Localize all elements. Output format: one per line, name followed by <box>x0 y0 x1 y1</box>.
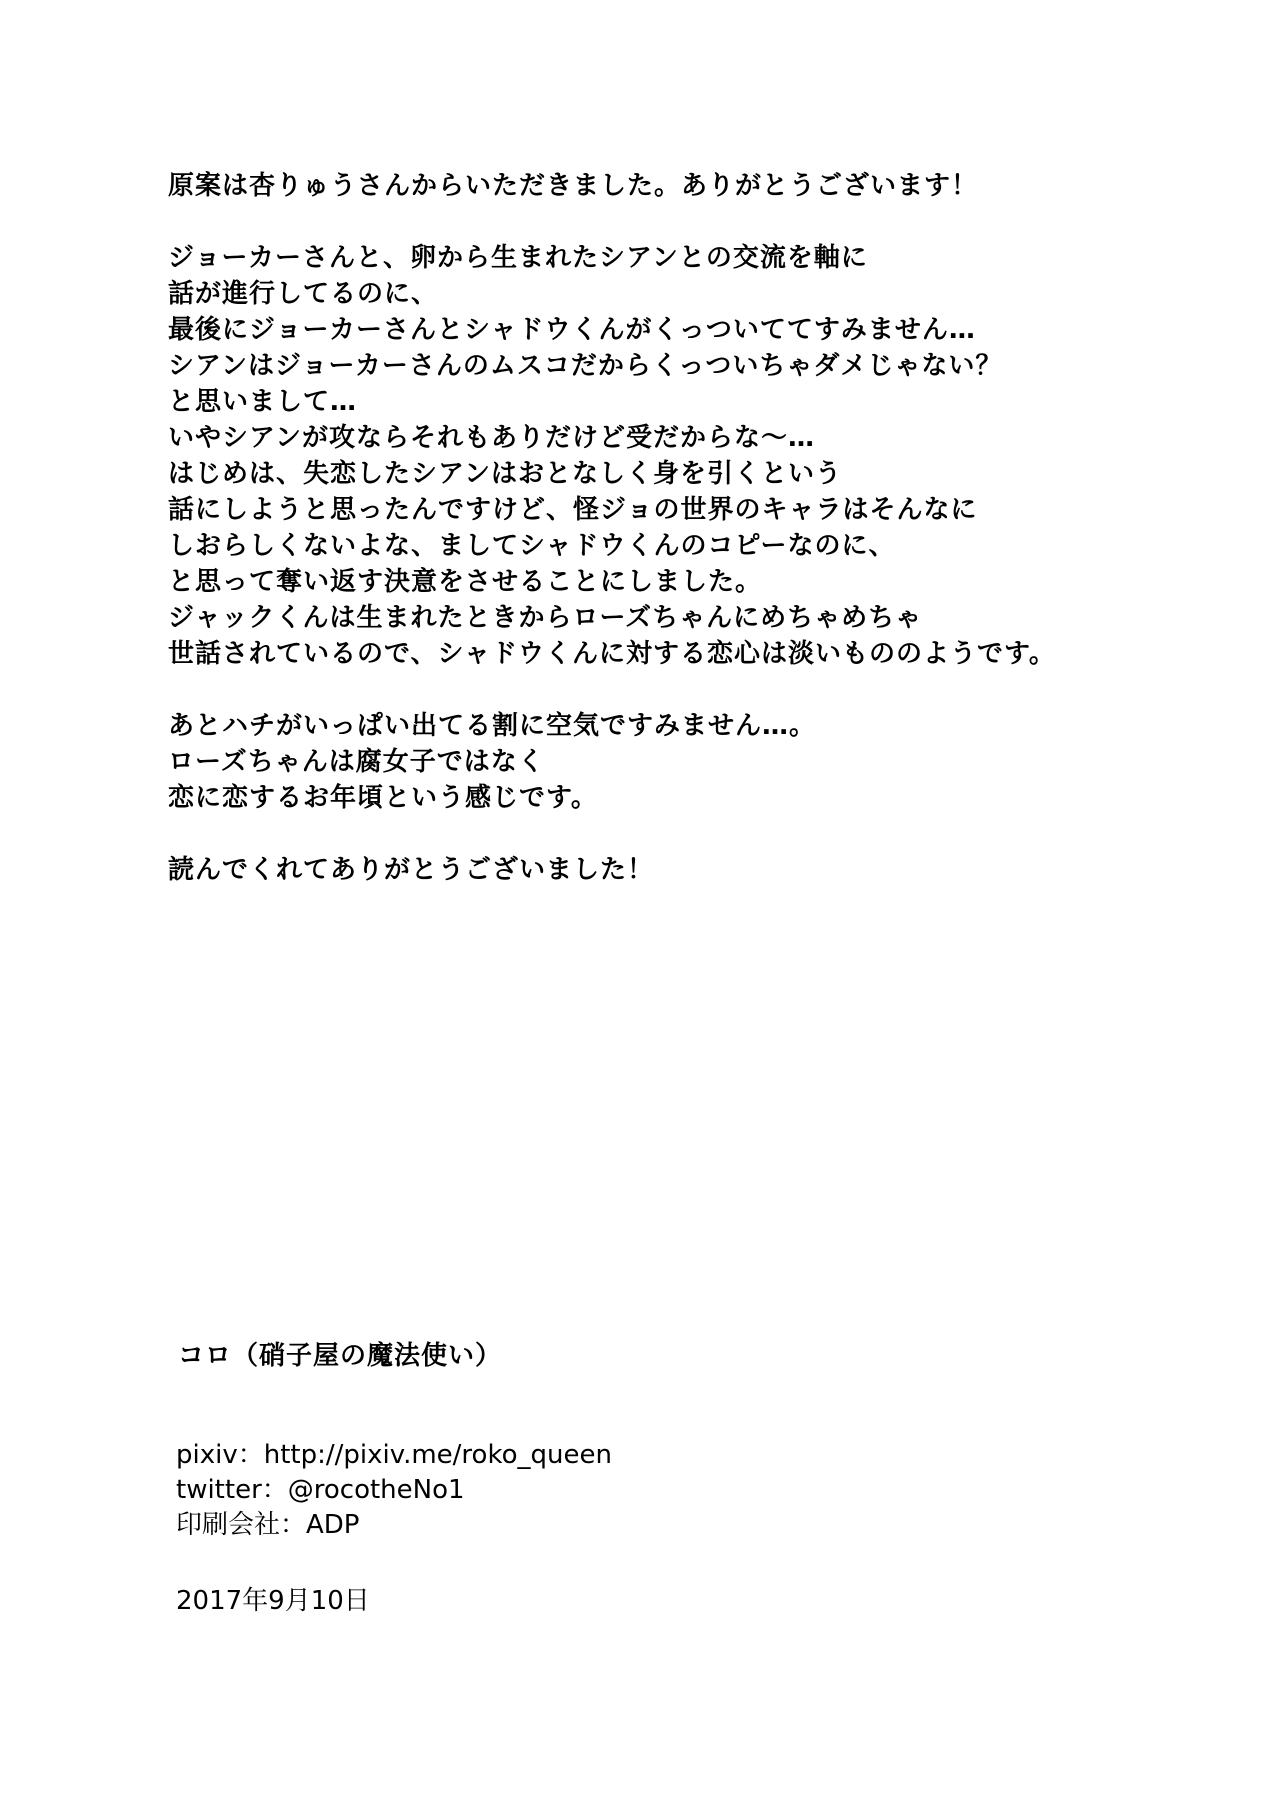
twitter-handle: twitter：@rocotheNo1 <box>176 1475 465 1505</box>
text-line: と思いまして… <box>168 387 358 417</box>
text-line: 最後にジョーカーさんとシャドウくんがくっついててすみません… <box>168 315 976 345</box>
text-line: と思って奪い返す決意をさせることにしました。 <box>168 567 763 597</box>
text-line: 話にしようと思ったんですけど、怪ジョの世界のキャラはそんなに <box>168 495 978 525</box>
paragraph-side-notes <box>168 708 1168 816</box>
text-line: 読んでくれてありがとうございました！ <box>168 855 655 885</box>
text-line: 恋に恋するお年頃という感じです。 <box>168 783 598 813</box>
text-line: 話が進行してるのに、 <box>168 279 439 309</box>
text-line: はじめは、失恋したシアンはおとなしく身を引くという <box>168 459 842 489</box>
contact-info <box>176 1438 1076 1543</box>
colophon <box>178 1338 1078 1374</box>
afterword-text <box>168 168 1168 888</box>
circle-name: コロ（硝子屋の魔法使い） <box>178 1341 503 1371</box>
text-line: ジャックくんは生まれたときからローズちゃんにめちゃめちゃ <box>168 603 923 633</box>
paragraph-credit <box>168 168 1168 204</box>
pixiv-link: pixiv：http://pixiv.me/roko_queen <box>176 1440 612 1470</box>
text-line: しおらしくないよな、ましてシャドウくんのコピーなのに、 <box>168 531 896 561</box>
text-line: ジョーカーさんと、卵から生まれたシアンとの交流を軸に <box>168 243 868 273</box>
paragraph-story-notes <box>168 240 1168 672</box>
publication-date: 2017年9月10日 <box>176 1586 370 1616</box>
text-line: ローズちゃんは腐女子ではなく <box>168 747 545 777</box>
text-line: シアンはジョーカーさんのムスコだからくっついちゃダメじゃない？ <box>168 351 1003 381</box>
text-line: 原案は杏りゅうさんからいただきました。ありがとうございます！ <box>168 171 979 201</box>
text-line: 世話されているので、シャドウくんに対する恋心は淡いもののようです。 <box>168 639 1056 669</box>
text-line: あとハチがいっぱい出てる割に空気ですみません…。 <box>168 711 817 741</box>
printer-name: 印刷会社：ADP <box>176 1510 360 1540</box>
paragraph-thanks <box>168 852 1168 888</box>
text-line: いやシアンが攻ならそれもありだけど受だからな〜… <box>168 423 815 453</box>
